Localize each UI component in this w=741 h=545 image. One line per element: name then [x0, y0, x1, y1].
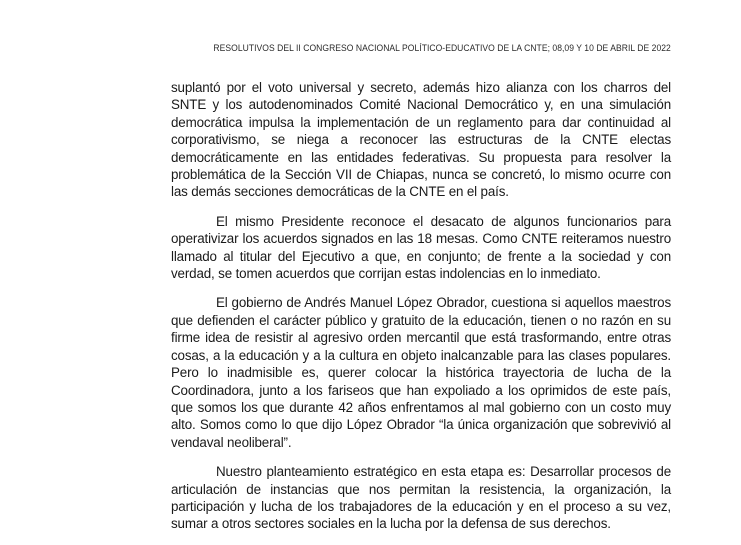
paragraph-presidente: El mismo Presidente reconoce el desacato de algunos funcionarios para operativizar los acuerdos signados en las 18 mesas. Como CNTE reiteramos nuestro llamado al titular del Ejecutivo a que, en conjunto; de frente a la sociedad y con verdad, se tomen acuerdos que corrijan estas indolencias en lo inmediato.: [171, 213, 671, 282]
running-header: RESOLUTIVOS DEL II CONGRESO NACIONAL POLÍTICO-EDUCATIVO DE LA CNTE; 08,09 Y 10 DE ABRIL DE 2022: [213, 43, 671, 53]
paragraph-continuation: suplantó por el voto universal y secreto, además hizo alianza con los charros del SNTE y los autodenominados Comité Nacional Democrático y, en una simulación democrática impulsa la implementación de un reglamento para dar continuidad al corporativismo, se niega a reconocer las estructuras de la CNTE electas democráticamente en las entidades federativas. Su propuesta para resolver la problemática de la Sección VII de Chiapas, nunca se concretó, lo mismo ocurre con las demás secciones democráticas de la CNTE en el país.: [171, 80, 671, 200]
paragraph-gobierno: El gobierno de Andrés Manuel López Obrador, cuestiona si aquellos maestros que defienden el carácter público y gratuito de la educación, tienen o no razón en su firme idea de resistir al agresivo orden mercantil que está trasformando, entre otras cosas, a la educación y a la cultura en objeto inalcanzable para las clases populares. Pero lo inadmisible es, querer colocar la histórica trayectoria de lucha de la Coordinadora, junto a los fariseos que han expoliado a los oprimidos de este país, que somos los que durante 42 años enfrentamos al mal gobierno con un costo muy alto. Somos como lo que dijo López Obrador “la única organización que sobrevivió al vendaval neoliberal”.: [171, 295, 671, 450]
paragraph-planteamiento: Nuestro planteamiento estratégico en esta etapa es: Desarrollar procesos de articulación de instancias que nos permitan la resistencia, la organización, la participación y lucha de los trabajadores de la educación y en el proceso a su vez, sumar a otros sectores sociales en la lucha por la defensa de sus derechos.: [171, 464, 671, 532]
document-body: [171, 79, 671, 545]
